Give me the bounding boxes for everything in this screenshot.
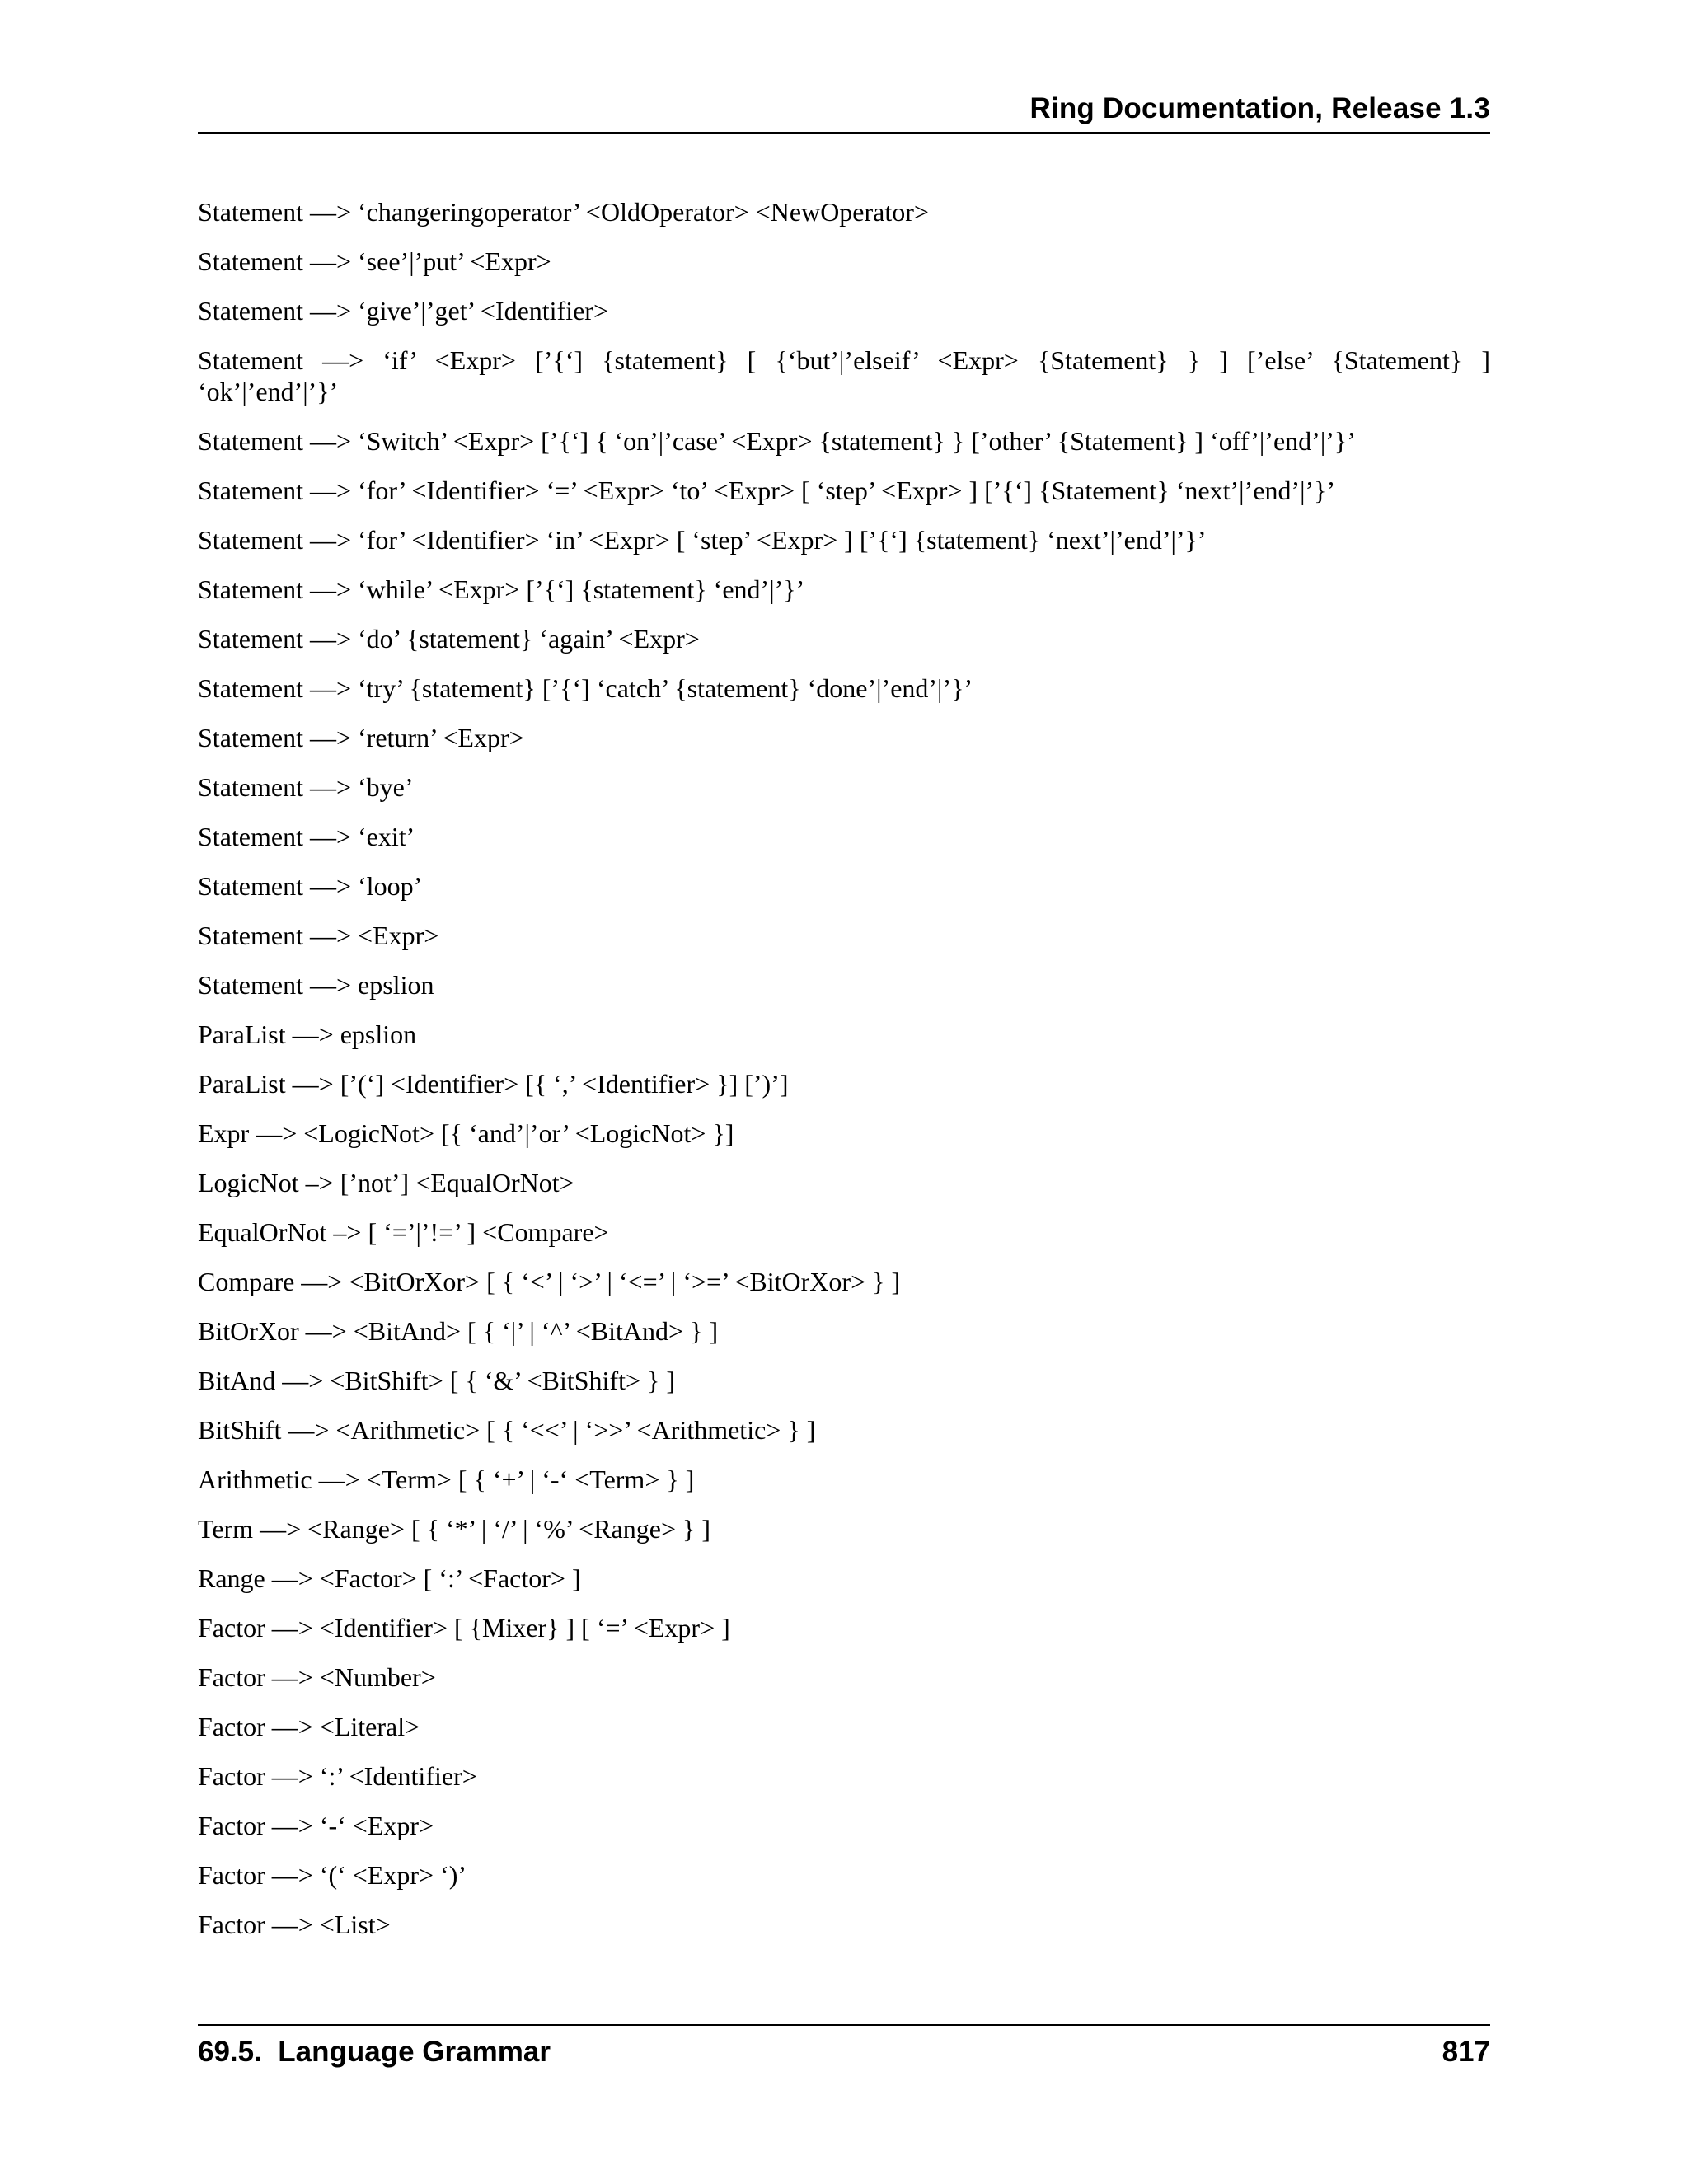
grammar-rule: BitAnd —> <BitShift> [ { ‘&’ <BitShift> } ] [198,1366,676,1395]
grammar-rule: Factor —> <Number> [198,1662,436,1692]
grammar-rule: Statement —> epslion [198,970,434,1000]
grammar-rule: Factor —> ‘(‘ <Expr> ‘)’ [198,1860,467,1890]
grammar-rule: Factor —> ‘-‘ <Expr> [198,1811,434,1840]
section-title: 69.5. Language Grammar [198,2036,551,2068]
page-header [198,92,1490,134]
grammar-rule: Statement —> ‘see’|’put’ <Expr> [198,246,551,276]
grammar-rule: Statement —> ‘give’|’get’ <Identifier> [198,296,608,326]
grammar-rule: Range —> <Factor> [ ‘:’ <Factor> ] [198,1563,581,1593]
page-number: 817 [1442,2036,1490,2068]
grammar-rule: BitShift —> <Arithmetic> [ { ‘<<’ | ‘>>’ <Arithmetic> } ] [198,1415,816,1445]
grammar-rule: Arithmetic —> <Term> [ { ‘+’ | ‘-‘ <Term> } ] [198,1465,695,1494]
grammar-rule: Factor —> <List> [198,1910,391,1939]
grammar-rule: Statement —> <Expr> [198,921,439,950]
grammar-rule: ParaList —> epslion [198,1019,417,1049]
grammar-rule: Statement —> ‘Switch’ <Expr> [’{‘] { ‘on’|’case’ <Expr> {statement} } [’other’ {Statement} ] ‘off’|’end’|’}’ [198,426,1356,456]
grammar-rule: Statement —> ‘for’ <Identifier> ‘=’ <Expr> ‘to’ <Expr> [ ‘step’ <Expr> ] [’{‘] {Statement} ‘next’|’end’|’}’ [198,476,1336,505]
grammar-rule: Expr —> <LogicNot> [{ ‘and’|’or’ <LogicNot> }] [198,1118,734,1148]
page-footer [198,2024,1490,2075]
grammar-rule: Statement —> ‘do’ {statement} ‘again’ <Expr> [198,624,700,654]
grammar-rule: Statement —> ‘try’ {statement} [’{‘] ‘catch’ {statement} ‘done’|’end’|’}’ [198,673,973,703]
grammar-rule: Statement —> ‘for’ <Identifier> ‘in’ <Expr> [ ‘step’ <Expr> ] [’{‘] {statement} ‘next’|’end’|’}’ [198,525,1207,555]
grammar-rule: Statement —> ‘changeringoperator’ <OldOperator> <NewOperator> [198,197,929,227]
grammar-rule: Compare —> <BitOrXor> [ { ‘<’ | ‘>’ | ‘<=’ | ‘>=’ <BitOrXor> } ] [198,1267,901,1296]
grammar-rules [198,196,1490,1958]
grammar-rule: BitOrXor —> <BitAnd> [ { ‘|’ | ‘^’ <BitAnd> } ] [198,1316,719,1346]
grammar-rule: Statement —> ‘if’ <Expr> [’{‘] {statement} [ {‘but’|’elseif’ <Expr> {Statement} } ] [’else’ {Statement} ] ‘ok’|’end’|’}’ [198,345,1490,406]
grammar-rule: ParaList —> [’(‘] <Identifier> [{ ‘,’ <Identifier> }] [’)’] [198,1069,789,1099]
grammar-rule: Factor —> <Literal> [198,1712,420,1741]
grammar-rule: Statement —> ‘loop’ [198,871,423,901]
grammar-rule: LogicNot –> [’not’] <EqualOrNot> [198,1168,574,1197]
grammar-rule: Statement —> ‘while’ <Expr> [’{‘] {statement} ‘end’|’}’ [198,574,805,604]
grammar-rule: EqualOrNot –> [ ‘=’|’!=’ ] <Compare> [198,1217,609,1247]
grammar-rule: Factor —> <Identifier> [ {Mixer} ] [ ‘=’ <Expr> ] [198,1613,730,1643]
grammar-rule: Term —> <Range> [ { ‘*’ | ‘/’ | ‘%’ <Range> } ] [198,1514,710,1544]
grammar-rule: Statement —> ‘bye’ [198,772,414,802]
grammar-rule: Factor —> ‘:’ <Identifier> [198,1761,477,1791]
grammar-rule: Statement —> ‘return’ <Expr> [198,723,524,752]
grammar-rule: Statement —> ‘exit’ [198,822,415,851]
document-title: Ring Documentation, Release 1.3 [1029,92,1490,124]
